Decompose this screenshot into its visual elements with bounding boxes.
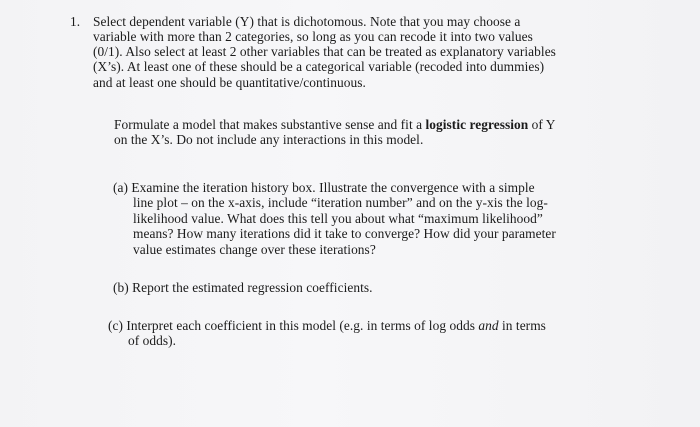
part-a-line: value estimates change over these iterations? [133, 242, 376, 257]
and-emphasis: and [478, 318, 499, 333]
part-c-line-2: of odds). [128, 333, 177, 348]
question-number: 1. [70, 14, 81, 29]
part-c-text: in terms [498, 318, 546, 333]
part-a-line: means? How many iterations did it take to converge? How did your parameter [133, 226, 556, 241]
formulate-text: Formulate a model that makes substantive sense and fit a [114, 117, 426, 132]
part-a-line: (a) Examine the iteration history box. Illustrate the convergence with a simple [113, 180, 535, 195]
intro-line: and at least one should be quantitative/continuous. [93, 75, 366, 90]
intro-line: variable with more than 2 categories, so long as you can recode it into two values [93, 29, 533, 44]
logistic-regression-emphasis: logistic regression [425, 117, 529, 132]
part-c-line-1 [108, 318, 546, 333]
part-c-text: (c) Interpret each coefficient in this model (e.g. in terms of log odds [108, 318, 479, 333]
intro-line: (0/1). Also select at least 2 other variables that can be treated as explanatory variables [93, 44, 556, 59]
formulate-line-1 [114, 117, 556, 132]
part-a-line: line plot – on the x-axis, include “iteration number” and on the y-xis the log- [133, 195, 548, 210]
intro-line: (X’s). At least one of these should be a categorical variable (recoded into dummies) [93, 59, 545, 74]
formulate-text: of Y [528, 117, 556, 132]
formulate-line-2: on the X’s. Do not include any interactions in this model. [114, 132, 424, 147]
part-a-line: likelihood value. What does this tell you about what “maximum likelihood” [133, 211, 543, 226]
intro-line: Select dependent variable (Y) that is dichotomous. Note that you may choose a [93, 14, 521, 29]
part-b: (b) Report the estimated regression coefficients. [113, 280, 373, 295]
